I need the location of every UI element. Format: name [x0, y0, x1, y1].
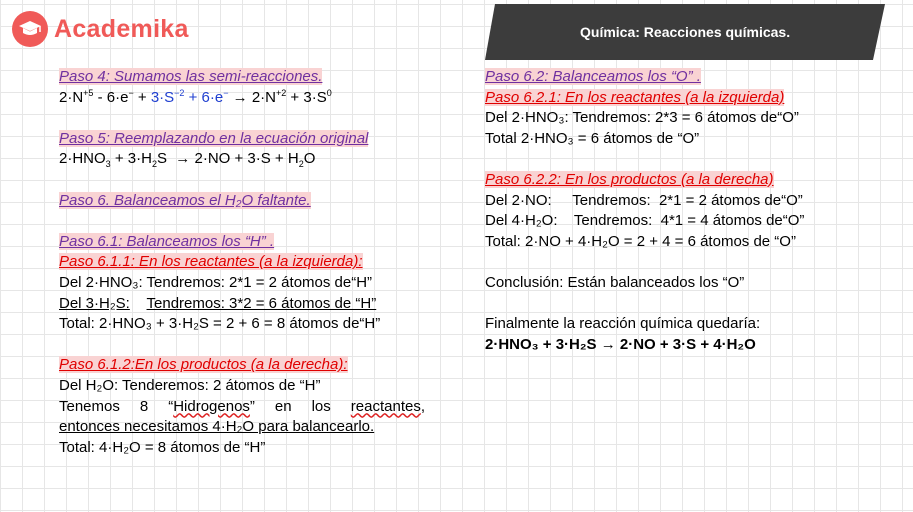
paso621-heading: Paso 6.2.1: En los reactantes (a la izquierda) [485, 88, 785, 106]
total-h-reactants-line: Total: 2·HNO₃ + 3·H₂S = 2 + 6 = 8 átomos de“H” [59, 315, 381, 333]
del-4h2o-line: Del 4·H₂O: Tendremos: 4*1 = 4 átomos de“O” [485, 212, 805, 230]
del-2hno3-o-line: Del 2·HNO₃: Tendremos: 2*3 = 6 átomos de“O” [485, 109, 799, 127]
paso4-heading: Paso 4: Sumamos las semi-reacciones. [59, 68, 323, 85]
right-column [485, 67, 804, 355]
total-o-products-line: Total: 2·NO + 4·H₂O = 2 + 4 = 6 átomos de “O” [485, 232, 796, 250]
paso611-heading: Paso 6.1.1: En los reactantes (a la izquierda): [59, 253, 363, 271]
total-h-products-line: Total: 4·H₂O = 8 átomos de “H” [59, 438, 266, 456]
del-2hno3-h-line: Del 2·HNO₃: Tendremos: 2*1 = 2 átomos de“H” [59, 273, 373, 291]
total-o-reactants-line: Total 2·HNO₃ = 6 átomos de “O” [485, 129, 700, 147]
academika-logo [12, 11, 189, 47]
entonces-line: entonces necesitamos 4·H₂O para balancearlo. [59, 418, 375, 436]
left-column [59, 67, 425, 458]
del-h2o-line: Del H₂O: Tenderemos: 2 átomos de “H” [59, 376, 321, 394]
paso6-heading: Paso 6. Balanceamos el H₂O faltante. [59, 191, 311, 209]
paso61-heading: Paso 6.1: Balanceamos los “H” . [59, 232, 275, 250]
original-equation: $2\cdot HNO_3 + 3\cdot H_2S \to 2\cdot NO + 3\cdot S + H_2O$ [59, 150, 316, 170]
paso5-heading: Paso 5: Reemplazando en la ecuación original [59, 129, 369, 147]
paso622-heading: Paso 6.2.2: En los productos (a la derecha) [485, 170, 774, 188]
semireaction-sum-equation: $2\cdot N^{+5} - 6\cdot e^- + 3\cdot S^{-2} + 6\cdot e^- \to 2\cdot N^{+2} + 3\cdot S^0$ [59, 87, 332, 106]
graduation-cap-icon [12, 11, 48, 47]
del-3h2s-h-line: Del 3·H₂S: Tendremos: 3*2 = 6 átomos de “H” [59, 294, 377, 312]
del-2no-line: Del 2·NO: Tendremos: 2*1 = 2 átomos de“O” [485, 191, 803, 209]
finalmente-line: Finalmente la reacción química quedaría: [485, 315, 761, 333]
paso62-heading: Paso 6.2: Balanceamos los “O” . [485, 68, 701, 85]
conclusion-line: Conclusión: Están balanceados los “O” [485, 273, 745, 291]
final-equation: 2·HNO₃ + 3·H₂S → 2·NO + 3·S + 4·H₂O [485, 335, 756, 353]
tenemos-line: Tenemos 8 “Hidrogenos” en los reactantes, [59, 397, 425, 415]
brand-name: Academika [54, 14, 189, 43]
paso612-heading: Paso 6.1.2:En los productos (a la derecha): [59, 356, 348, 374]
page-title: Química: Reacciones químicas. [580, 24, 791, 40]
